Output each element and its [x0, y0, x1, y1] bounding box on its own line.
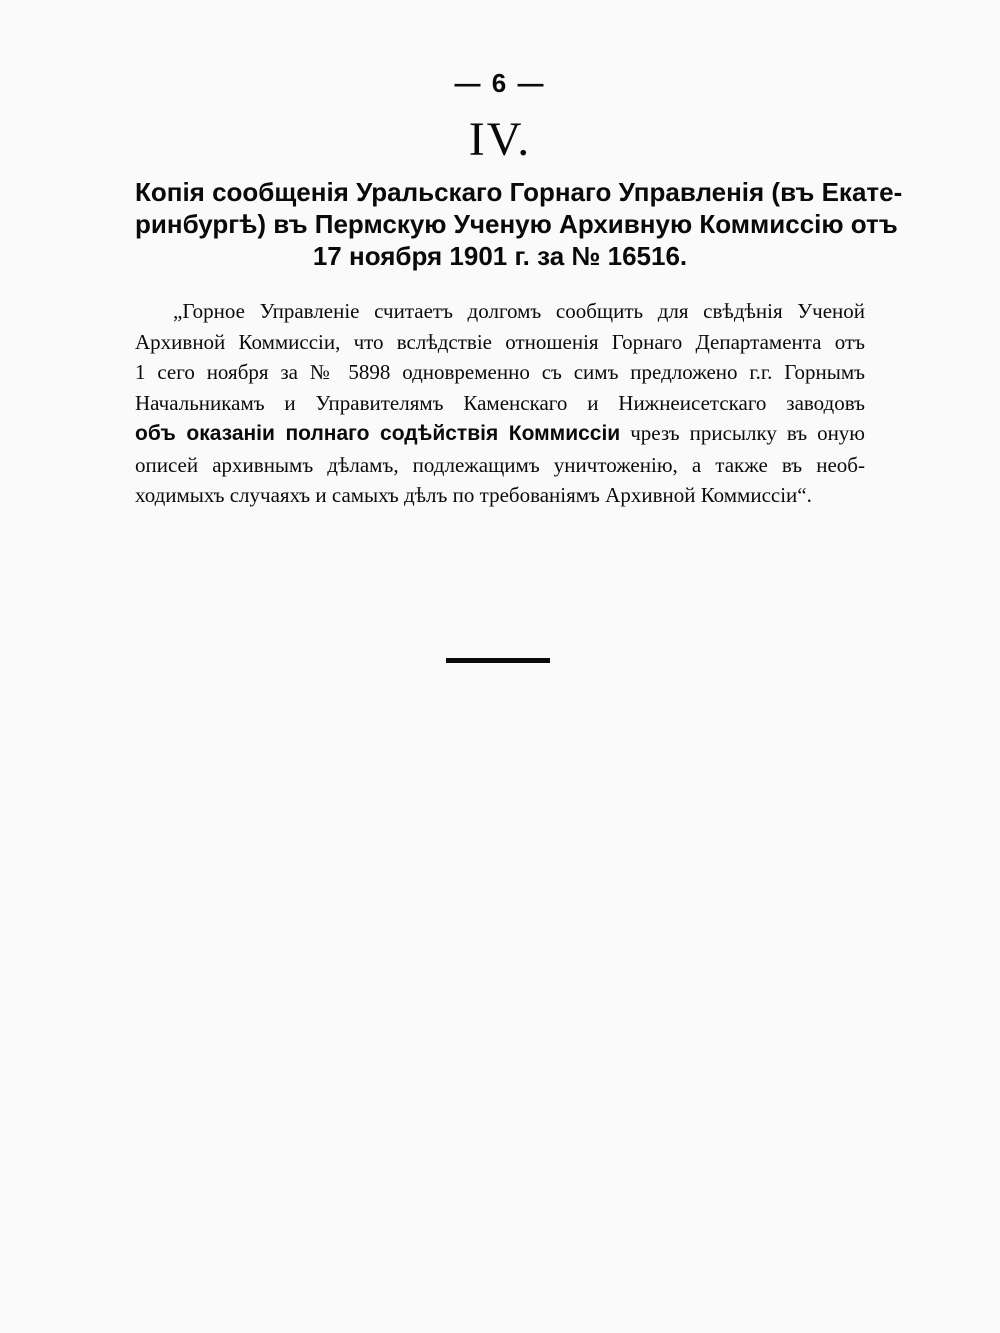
emphasized-phrase: объ оказаніи полнаго содѣйствія Коммиссіи: [135, 422, 621, 445]
body-line: Архивной Коммиссіи, что вслѣдствіе отношенія Горнаго Департамента отъ: [135, 329, 865, 354]
page-number: — 6 —: [454, 68, 546, 98]
document-heading: [135, 176, 903, 272]
body-line: ходимыхъ случаяхъ и самыхъ дѣлъ по требованіямъ Архивной Коммиссіи“.: [135, 483, 812, 507]
heading-line: Копія сообщенія Уральскаго Горнаго Управленія (въ Екате-: [135, 177, 903, 207]
body-line: „Горное Управленіе считаетъ долгомъ сообщить для свѣдѣнія Ученой: [173, 299, 865, 323]
body-line: описей архивнымъ дѣламъ, подлежащимъ уничтоженію, а также въ необ-: [135, 452, 865, 477]
body-paragraph: [135, 296, 865, 511]
body-line: [135, 418, 865, 450]
section-numeral: IV.: [468, 113, 532, 166]
heading-line: ринбургѣ) въ Пермскую Ученую Архивную Коммиссію отъ: [135, 209, 898, 239]
body-line-rest: чрезъ присылку въ оную: [630, 421, 865, 445]
body-line: 1 сего ноября за № 5898 одновременно съ симъ предложено г.г. Горнымъ: [135, 360, 865, 384]
end-rule-divider: [446, 658, 550, 663]
heading-line: 17 ноября 1901 г. за № 16516.: [312, 241, 688, 271]
body-line: Начальникамъ и Управителямъ Каменскаго и Нижнеисетскаго заводовъ: [135, 390, 865, 415]
